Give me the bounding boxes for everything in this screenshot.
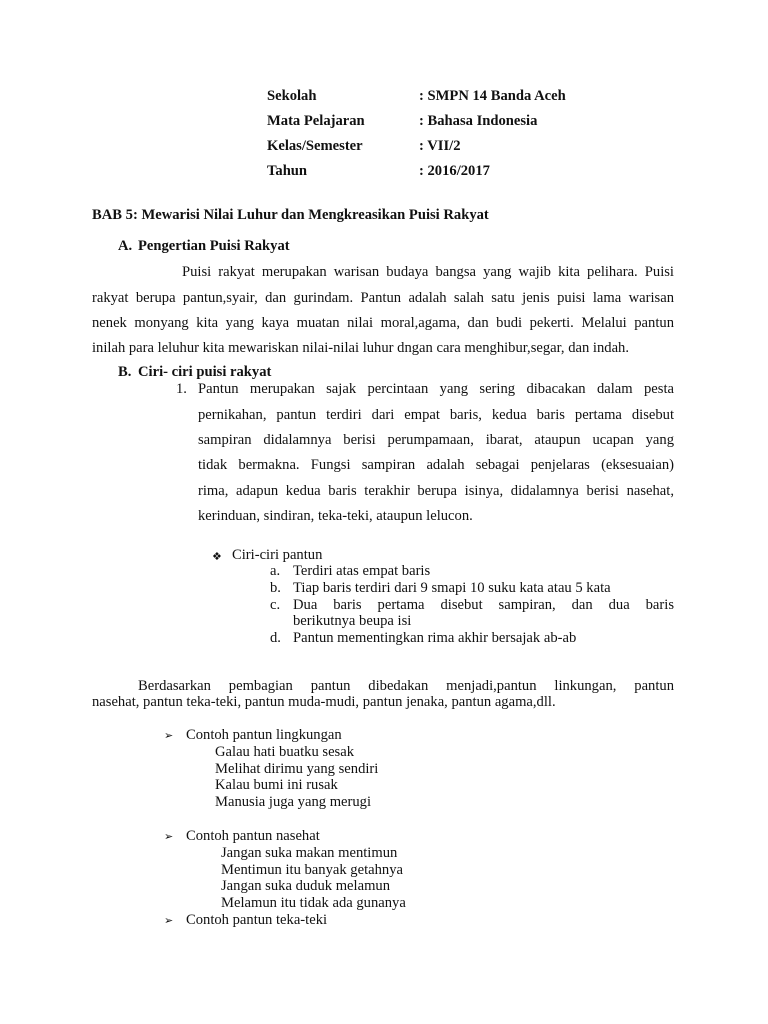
item-line: Pantun merupakan sajak percintaan yang sering dibacakan dalam pesta — [198, 381, 674, 397]
pembagian-line-1 — [138, 678, 674, 695]
header-label-mapel: Mata Pelajaran — [267, 113, 365, 129]
item-1-line-1 — [198, 381, 674, 398]
item-1-line-2 — [198, 407, 674, 424]
diamond-bullet-icon: ❖ — [212, 550, 222, 563]
example-lingkungan-line-2: Melihat dirimu yang sendiri — [215, 761, 379, 777]
ciri-line: Dua baris pertama disebut sampiran, dan dua baris — [293, 597, 674, 613]
item-line: tidak bermakna. Fungsi sampiran adalah sebagai penjelaras (eksesuaian) — [198, 457, 674, 473]
ciri-text-c-cont: berikutnya beupa isi — [293, 613, 412, 629]
item-1-line-3 — [198, 432, 674, 449]
ciri-text-b: Tiap baris terdiri dari 9 smapi 10 suku kata atau 5 kata — [293, 580, 611, 596]
ciri-letter-a: a. — [270, 563, 281, 579]
header-label-sekolah: Sekolah — [267, 88, 317, 104]
item-1-line-5 — [198, 483, 674, 500]
paragraph-line: rakyat berupa pantun,syair, dan gurindam. Pantun adalah salah satu jenis puisi lama warisan — [92, 290, 674, 306]
ciri-letter-d: d. — [270, 630, 281, 646]
header-value-tahun: : 2016/2017 — [419, 163, 490, 179]
section-a-line-2 — [92, 290, 674, 307]
header-value-mapel: : Bahasa Indonesia — [419, 113, 538, 129]
example-lingkungan-line-4: Manusia juga yang merugi — [215, 794, 372, 810]
paragraph-line: Puisi rakyat merupakan warisan budaya bangsa yang wajib kita pelihara. Puisi — [182, 264, 674, 280]
item-line: pernikahan, pantun terdiri dari empat baris, kedua baris pertama disebut — [198, 407, 674, 423]
section-a-letter: A. — [118, 238, 133, 254]
paragraph-line: nenek monyang kita yang kaya muatan nilai moral,agama, dan budi pekerti. Melalui pantun — [92, 315, 674, 331]
example-nasehat-line-4: Melamun itu tidak ada gunanya — [221, 895, 406, 911]
ciri-text-c — [293, 597, 674, 614]
section-a-line-3 — [92, 315, 674, 332]
section-b-title: Ciri- ciri puisi rakyat — [138, 364, 272, 380]
chapter-title: BAB 5: Mewarisi Nilai Luhur dan Mengkreasikan Puisi Rakyat — [92, 207, 489, 223]
arrow-bullet-icon: ➢ — [164, 830, 174, 843]
section-b-letter: B. — [118, 364, 132, 380]
item-1-line-6: kerinduan, sindiran, teka-teki, ataupun lelucon. — [198, 508, 473, 524]
section-a-title: Pengertian Puisi Rakyat — [138, 238, 290, 254]
example-nasehat-title: Contoh pantun nasehat — [186, 828, 320, 844]
ciri-letter-c: c. — [270, 597, 281, 613]
header-label-tahun: Tahun — [267, 163, 308, 179]
header-label-kelas: Kelas/Semester — [267, 138, 363, 154]
item-line: sampiran didalamnya berisi perumpamaan, ibarat, ataupun ucapan yang — [198, 432, 674, 448]
example-nasehat-line-1: Jangan suka makan mentimun — [221, 845, 398, 861]
example-nasehat-line-3: Jangan suka duduk melamun — [221, 878, 391, 894]
item-1-line-4 — [198, 457, 674, 474]
example-lingkungan-line-1: Galau hati buatku sesak — [215, 744, 355, 760]
section-a-line-1 — [182, 264, 674, 281]
item-line: rima, adapun kedua baris terakhir berupa isinya, didalamnya berisi nasehat, — [198, 483, 674, 499]
ciri-text-d: Pantun mementingkan rima akhir bersajak ab-ab — [293, 630, 577, 646]
arrow-bullet-icon: ➢ — [164, 729, 174, 742]
header-value-sekolah: : SMPN 14 Banda Aceh — [419, 88, 566, 104]
example-tekateki-title: Contoh pantun teka-teki — [186, 912, 328, 928]
ciri-pantun-heading: Ciri-ciri pantun — [232, 547, 323, 563]
example-lingkungan-line-3: Kalau bumi ini rusak — [215, 777, 338, 793]
item-number-1: 1. — [176, 381, 187, 397]
arrow-bullet-icon: ➢ — [164, 914, 174, 927]
example-lingkungan-title: Contoh pantun lingkungan — [186, 727, 342, 743]
section-a-line-4: inilah para leluhur kita mewariskan nilai-nilai luhur dngan cara menghibur,segar, dan indah. — [92, 340, 629, 356]
ciri-text-a: Terdiri atas empat baris — [293, 563, 431, 579]
pembagian-line: Berdasarkan pembagian pantun dibedakan menjadi,pantun linkungan, pantun — [138, 678, 674, 694]
example-nasehat-line-2: Mentimun itu banyak getahnya — [221, 862, 403, 878]
pembagian-line-2: nasehat, pantun teka-teki, pantun muda-mudi, pantun jenaka, pantun agama,dll. — [92, 694, 556, 710]
header-value-kelas: : VII/2 — [419, 138, 461, 154]
ciri-letter-b: b. — [270, 580, 281, 596]
